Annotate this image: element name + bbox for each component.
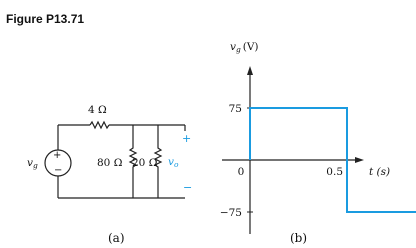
x-axis-title: t (s) [369,166,391,178]
series-resistor-label: 4 Ω [88,104,107,116]
part-a-label: (a) [108,231,125,245]
y-axis-arrow-icon [247,66,253,75]
shunt-resistor-80-label: 80 Ω [97,157,123,169]
waveform-chart [220,41,416,245]
y-tick-label: −75 [219,207,242,219]
figure-title: Figure P13.71 [6,12,85,26]
x-axis-arrow-icon [355,157,364,163]
x-tick-label: 0.5 [326,166,343,178]
part-b-label: (b) [290,231,308,245]
shunt-resistor-20-label: 20 Ω [132,157,158,169]
source-minus-sign: − [54,165,63,176]
output-minus-sign: − [183,181,193,194]
series-resistor-symbol [90,122,109,128]
source-label: vg [27,157,38,170]
y-tick-label: 75 [228,103,242,115]
circuit-diagram [27,104,192,245]
y-axis-title: vg (V) [230,41,259,54]
source-plus-sign: + [53,150,62,161]
x-tick-label: 0 [237,166,245,178]
output-plus-sign: + [182,132,192,145]
output-label: vo [168,156,179,169]
